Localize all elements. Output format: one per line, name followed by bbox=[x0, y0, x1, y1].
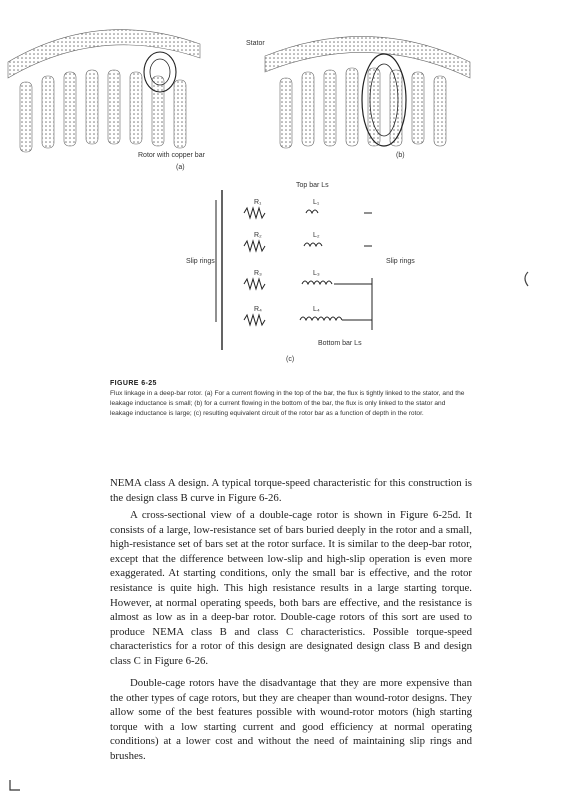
figure-deep-bar-rotor bbox=[0, 0, 564, 360]
margin-mark bbox=[525, 272, 528, 286]
inductor-l4 bbox=[300, 317, 342, 320]
body-paragraph-1: NEMA class A design. A typical torque-speed characteristic for this construction is the design class B curve in Figure 6-26. bbox=[110, 477, 472, 504]
figure-caption-text: Flux linkage in a deep-bar rotor. (a) For a current flowing in the top of the bar, the flux is tightly linked to the stator, and the leakage inductance is small; (b) for a current flowing in the bottom of the bar, the flux is only linked to the stator and leakage inductance is large; (c) resulting equivalent circuit of the rotor bar as a function of depth in the rotor. bbox=[110, 390, 465, 417]
resistor-r3 bbox=[244, 279, 265, 289]
inductor-l3 bbox=[302, 281, 332, 284]
body-paragraph-3: Double-cage rotors have the disadvantage that they are more expensive than the other types of cage rotors, but they are cheaper than wound-rotor designs. They allow some of the best features possible with wound-rotor motors (high starting torque with a low starting current and good efficiency at normal operating conditions) at a lower cost and without the need of maintaining slip rings and brushes. bbox=[110, 677, 472, 762]
l3-label: L₃ bbox=[313, 270, 320, 277]
inductor-l1 bbox=[306, 210, 318, 213]
stator-arc-b bbox=[265, 36, 470, 78]
stator-label: Stator bbox=[246, 40, 265, 47]
rotor-bars-a bbox=[20, 70, 186, 152]
subfigure-c-label: (c) bbox=[286, 356, 295, 363]
r3-label: R₃ bbox=[254, 270, 262, 277]
l1-label: L₁ bbox=[313, 199, 320, 206]
right-slip-label: Slip rings bbox=[386, 258, 415, 265]
crop-mark bbox=[6, 778, 22, 794]
top-bar-label: Top bar Ls bbox=[296, 182, 329, 189]
resistor-r1 bbox=[244, 208, 265, 218]
rotor-bars-b bbox=[280, 68, 446, 148]
stator-arc-a bbox=[8, 30, 200, 78]
r4-label: R₄ bbox=[254, 306, 262, 313]
figure-caption-title: FIGURE 6-25 bbox=[110, 380, 157, 387]
inductor-l2 bbox=[304, 243, 322, 246]
left-slip-label: Slip rings bbox=[186, 258, 215, 265]
subfigure-a-label: (a) bbox=[176, 164, 185, 171]
r2-label: R₂ bbox=[254, 232, 262, 239]
l2-label: L₂ bbox=[313, 232, 320, 239]
r1-label: R₁ bbox=[254, 199, 262, 206]
rotor-slot-label: Rotor with copper bar bbox=[138, 152, 205, 159]
resistor-r4 bbox=[244, 315, 265, 325]
resistor-r2 bbox=[244, 241, 265, 251]
subfigure-b-label: (b) bbox=[396, 152, 405, 159]
body-paragraph-2: A cross-sectional view of a double-cage rotor is shown in Figure 6-25d. It consists of a large, low-resistance set of bars buried deeply in the rotor and a small, high-resistance set of bars set at the rotor surface. It is similar to the deep-bar rotor, except that the difference between low-slip and high-slip operation is even more exaggerated. At starting conditions, only the small bar is effective, and the rotor resistance is quite high. This high resistance results in a large starting torque. However, at normal operating speeds, both bars are effective, and the resistance is almost as low as in a deep-bar rotor. Double-cage rotors of this sort are used to produce NEMA class B and class C characteristics. Possible torque-speed characteristics for a rotor of this design are designated design class B and design class C in Figure 6-26. bbox=[110, 509, 472, 667]
equivalent-circuit bbox=[216, 190, 372, 350]
l4-label: L₄ bbox=[313, 306, 320, 313]
bottom-bar-label: Bottom bar Ls bbox=[318, 340, 362, 347]
